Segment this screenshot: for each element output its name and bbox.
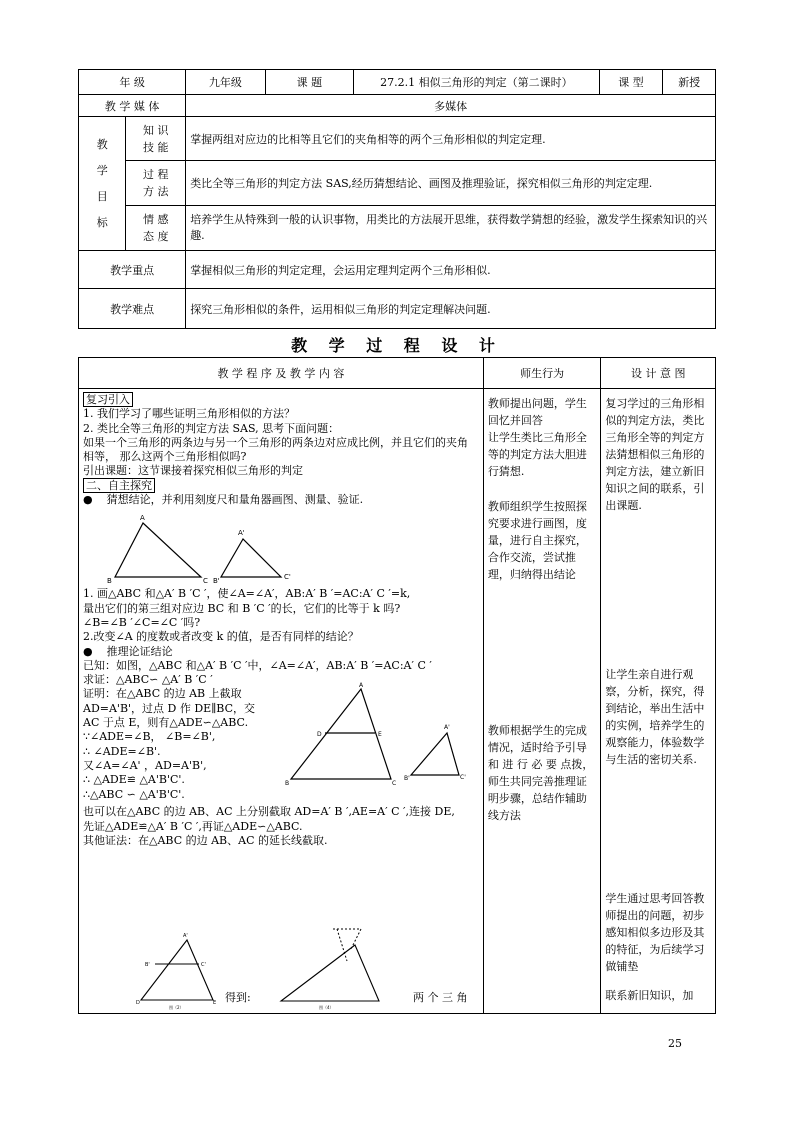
intent-text: 让学生亲自进行观察，分析，探究，得到结论，举出生活中的实例，培养学生的观察能力，体验数学与生活的密切关系. — [605, 668, 705, 766]
difficulty-label: 教学难点 — [79, 289, 186, 329]
proof-line: ∴△ABC ∽ △A'B'C'. — [83, 787, 185, 801]
triangle-figure-4 — [279, 925, 399, 1011]
teacher-student-actions — [483, 389, 601, 1014]
fig3-label-e: E — [213, 1000, 217, 1006]
reason-item: ● 推理论证结论 — [83, 644, 173, 658]
col-header-intent: 设 计 意 图 — [601, 358, 716, 389]
label-line: 技 能 — [143, 140, 169, 154]
fig2-label-a: A — [359, 682, 364, 690]
proof-line: ∵∠ADE=∠B， ∠B=∠B', — [83, 730, 216, 744]
explore-title: 二、自主探究 — [83, 479, 479, 493]
process-table — [78, 357, 716, 1014]
fig3-label-c: C' — [201, 962, 206, 968]
change-question: 2.改变∠A 的度数或者改变 k 的值，是否有同样的结论？ — [83, 630, 359, 644]
objectives-char: 目 — [96, 189, 108, 203]
label-line: 态 度 — [143, 230, 169, 243]
objectives-char: 标 — [96, 215, 108, 229]
key-point-text: 掌握相似三角形的判定定理，会运用定理判定两个三角形相似. — [186, 251, 716, 289]
proof-line: ∴ ∠ADE=∠B'. — [83, 744, 161, 758]
objectives-label — [79, 117, 126, 251]
media-label: 教 学 媒 体 — [79, 95, 186, 117]
process-label — [126, 161, 186, 206]
lesson-info-table — [78, 69, 716, 329]
draw-step-2: 量出它们的第三组对应边 BC 和 B ′C ′的长，它们的比等于 k 吗? — [83, 601, 401, 615]
grade-value: 九年级 — [186, 70, 265, 95]
fig2-label-c2: C' — [460, 774, 466, 782]
fig1-label-b2: B' — [213, 577, 220, 586]
fig1-label-c: C — [203, 577, 208, 586]
fig2-label-b: B — [285, 780, 290, 788]
intro-text: 引出课题：这节课接着探究相似三角形的判定 — [83, 464, 303, 478]
proof-line: 又∠A=∠A' ，AD=A'B', — [83, 758, 207, 772]
grade-label: 年 级 — [79, 70, 186, 95]
fig1-label-a2: A' — [238, 529, 245, 538]
tail-text: 两 个 三 角 — [413, 991, 468, 1004]
proof-line: ∴ △ADE≌ △A'B'C'. — [83, 773, 185, 787]
attitude-label — [126, 206, 186, 251]
label-line: 情 感 — [143, 213, 169, 226]
fig3-label-d: D — [136, 1000, 140, 1006]
proof-line: AC 于点 E，则有△ADE∽△ABC. — [83, 716, 249, 730]
draw-step-1: 1. 画△ABC 和△A′ B ′C ′，使∠A=∠A′，AB:A′ B ′=AC:A′ C ′=k, — [83, 587, 411, 601]
label-line: 知 识 — [143, 123, 169, 137]
difficulty-text: 探究三角形相似的条件，运用相似三角形的判定定理解决问题. — [186, 289, 716, 329]
teacher-action: 教师提出问题，学生回忆并回答 — [487, 397, 587, 427]
lesson-content — [79, 389, 484, 1014]
process-text: 类比全等三角形的判定方法 SAS,经历猜想结论、画图及推理验证，探究相似三角形的判定定理. — [186, 161, 716, 206]
triangle-figure-3 — [109, 930, 239, 1010]
teacher-action: 让学生类比三角形全等的判定方法大胆进行猜想. — [487, 431, 587, 478]
process-title: 教 学 过 程 设 计 — [291, 336, 503, 355]
fig2-label-c: C — [392, 780, 397, 788]
label-line: 方 法 — [143, 185, 169, 198]
topic-value: 27.2.1 相似三角形的判定（第二课时） — [354, 70, 599, 95]
also-text-2: 先证△ADE≌△A′ B ′C ′,再证△ADE∽△ABC. — [83, 819, 303, 833]
fig3-label-a: A' — [183, 933, 188, 939]
design-intent — [601, 389, 716, 1014]
fig1-label-b: B — [107, 577, 112, 586]
review-title: 复习引入 — [83, 393, 479, 407]
question-2: 2. 类比全等三角形的判定方法 SAS, 思考下面问题： — [83, 421, 340, 435]
got-text: 得到: — [225, 991, 251, 1004]
col-header-teacher: 师生行为 — [483, 358, 601, 389]
teacher-action: 教师组织学生按照探究要求进行画图，度量，进行自主探究，合作交流，尝试推理，归纳得出结论 — [487, 500, 587, 581]
page-number: 25 — [668, 1037, 682, 1050]
teacher-action: 教师根据学生的完成情况，适时给予引导 和 进 行 必 要 点拨，师生共同完善推理证明步骤，总结作辅助线方法 — [487, 724, 594, 822]
objectives-char: 教 — [96, 137, 108, 151]
prove-text: 求证：△ABC∽ △A′ B ′C ′ — [83, 673, 213, 687]
intent-text: 联系新旧知识，加 — [605, 989, 694, 1002]
proof-block — [83, 682, 479, 805]
question-2-text: 如果一个三角形的两条边与另一个三角形的两条边对应成比例，并且它们的夹角相等， 那么这两个三角形相似吗? — [83, 435, 468, 464]
draw-step-3: ∠B=∠B ′∠C=∠C ′吗? — [83, 615, 201, 629]
col-header-content: 教 学 程 序 及 教 学 内 容 — [79, 358, 484, 389]
key-point-label: 教学重点 — [79, 251, 186, 289]
also-text-1: 也可以在△ABC 的边 AB、AC 上分别截取 AD=A′ B ′,AE=A′ C ′,连接 DE, — [83, 805, 455, 819]
known-text: 已知：如图，△ABC 和△A′ B ′C ′中，∠A=∠A′，AB:A′ B ′=AC:A′ C ′ — [83, 658, 432, 672]
type-label: 课 型 — [599, 70, 663, 95]
proof-line: 证明：在△ABC 的边 AB 上截取 — [83, 687, 242, 701]
proof-line: AD=A'B'，过点 D 作 DE∥BC，交 — [83, 701, 255, 715]
fig4-caption: 图（4） — [319, 1005, 334, 1010]
label-line: 过 程 — [143, 168, 169, 181]
triangle-figure-1 — [103, 511, 303, 587]
guess-item: ● 猜想结论，并利用刻度尺和量角器画图、测量、验证. — [83, 493, 364, 507]
topic-label: 课 题 — [265, 70, 354, 95]
fig2-label-d: D — [317, 731, 322, 739]
fig2-label-e: E — [378, 731, 382, 739]
fig1-label-a: A — [140, 514, 145, 523]
media-value: 多媒体 — [186, 95, 716, 117]
other-proof-text: 其他证法：在△ABC 的边 AB、AC 的延长线截取. — [83, 834, 328, 848]
knowledge-label — [126, 117, 186, 161]
knowledge-text: 掌握两组对应边的比相等且它们的夹角相等的两个三角形相似的判定定理. — [186, 117, 716, 161]
fig1-label-c2: C' — [284, 573, 291, 582]
objectives-char: 学 — [96, 163, 108, 177]
fig2-label-a2: A' — [444, 724, 450, 732]
fig3-label-b: B' — [145, 962, 150, 968]
type-value: 新授 — [663, 70, 716, 95]
fig3-caption: 图（2） — [169, 1005, 184, 1010]
intent-text: 复习学过的三角形相似的判定方法，类比三角形全等的判定方法猜想相似三角形的判定方法，建立新旧知识之间的联系，引出课题. — [605, 397, 705, 512]
triangle-figure-2 — [279, 681, 479, 787]
intent-text: 学生通过思考回答教师提出的问题，初步感知相似多边形及其的特征，为后续学习做铺垫 — [605, 892, 705, 973]
fig2-label-b2: B' — [404, 775, 410, 783]
attitude-text: 培养学生从特殊到一般的认识事物，用类比的方法展开思维，获得数学猜想的经验，激发学生探索知识的兴趣. — [186, 206, 716, 251]
question-1: 1. 我们学习了哪些证明三角形相似的方法？ — [83, 407, 295, 421]
